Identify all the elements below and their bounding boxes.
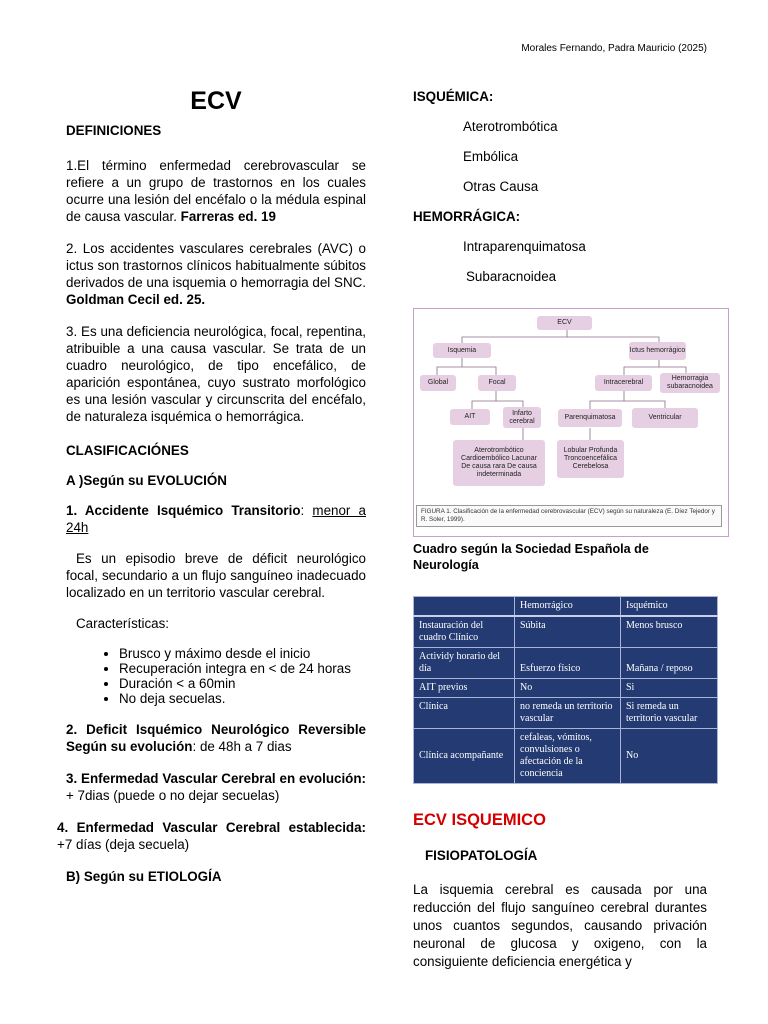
diagram-node-parenquimatosa: Parenquimatosa (558, 409, 622, 427)
table-cell: Mañana / reposo (621, 648, 718, 679)
table-cell: no remeda un territorio vascular (515, 698, 621, 729)
table-header-row (414, 597, 718, 617)
diagram-node-focal: Focal (478, 375, 516, 391)
table-cell: Esfuerzo físico (515, 648, 621, 679)
definition-3: 3. Es una deficiencia neurológica, focal, repentina, atribuible a una causa vascular. Se trata de un cuadro neurológico, de tipo encefálico, de aparición espontánea, cuyo sustrato morfológico es una lesión vascular y circunscrita del encéfalo, de naturaleza isquémica o hemorrágica. (66, 324, 366, 424)
diagram-node-ictus: Ictus hemorrágico (629, 342, 686, 360)
definition-2-text: 2. Los accidentes vasculares cerebrales (AVC) o ictus son trastornos clínicos habitualmente súbitos derivados de una isquemia o hemorragia del SNC. (66, 241, 366, 290)
clasificaciones-heading: CLASIFICACIÓNES (66, 443, 189, 458)
evolucion-heading: A )Según su EVOLUCIÓN (66, 473, 227, 488)
table-row (414, 729, 718, 784)
diagram-node-global: Global (420, 375, 456, 391)
right-column (413, 86, 715, 971)
definition-1-text: 1.El término enfermedad cerebrovascular se refiere a un grupo de trastornos en los cuales ocurre una lesión del encéfalo o la médula espinal de causa vascular. (66, 158, 366, 224)
table-cell: No (621, 729, 718, 784)
diagram-node-isquemia: Isquemia (433, 343, 491, 358)
list-item: • No deja secuelas. (119, 691, 366, 706)
table-cell: Si (621, 679, 718, 698)
item-3-rest: + 7dias (puede o no dejar secuelas) (66, 788, 280, 803)
table-row (414, 616, 718, 648)
ait-time: menor a 24h (66, 503, 366, 535)
hemorragica-item: Subaracnoidea (466, 269, 557, 284)
page-title: ECV (190, 87, 242, 115)
table-row (414, 679, 718, 698)
list-item: • Recuperación integra en < de 24 horas (119, 661, 366, 676)
diagram-node-ait: AIT (450, 409, 490, 425)
diagram-node-infarto-types: Aterotrombótico Cardioembólico Lacunar De causa rara De causa indeterminada (453, 440, 545, 486)
item-4-title: 4. Enfermedad Vascular Cerebral establecida: (57, 820, 366, 835)
table-header-cell (414, 597, 515, 617)
ait-title: 1. Accidente Isquémico Transitorio (66, 503, 301, 518)
list-item: • Brusco y máximo desde el inicio (119, 646, 366, 661)
diagram-node-parenquimatosa-types: Lobular Profunda Troncoencefálica Cerebelosa (557, 440, 624, 478)
table-cell: Si remeda un territorio vascular (621, 698, 718, 729)
table-cell: Instauración del cuadro Clínico (414, 616, 515, 648)
item-3 (66, 770, 366, 804)
table-cell: No (515, 679, 621, 698)
hemorragica-heading: HEMORRÁGICA: (413, 209, 521, 224)
table-cell: Súbita (515, 616, 621, 648)
definition-1-ref: Farreras ed. 19 (180, 209, 276, 224)
definition-1 (66, 157, 366, 225)
ait-description: Es un episodio breve de déficit neurológico focal, secundario a un flujo sanguíneo inadecuado localizado en un territorio vascular cerebral. (66, 551, 366, 600)
caracteristicas-list (66, 646, 366, 706)
diagram-title: Cuadro según la Sociedad Española de Neurología (413, 542, 649, 572)
diagram-node-hemorragia-subaracnoidea: Hemorragia subaracnoidea (660, 373, 720, 393)
item-3-title: 3. Enfermedad Vascular Cerebral en evolución: (66, 771, 366, 786)
fisiopatologia-heading: FISIOPATOLOGÍA (425, 848, 538, 863)
definiciones-heading: DEFINICIONES (66, 123, 162, 138)
isquemica-item: Otras Causa (463, 179, 539, 194)
item-4 (57, 819, 366, 853)
caracteristicas-label: Características: (76, 616, 170, 631)
definition-2 (66, 240, 366, 308)
item-2-rest: : de 48h a 7 dias (192, 739, 292, 754)
table-cell: AIT previos (414, 679, 515, 698)
comparison-table (413, 596, 718, 784)
isquemica-item: Aterotrombótica (463, 119, 558, 134)
table-cell: Actividy horario del día (414, 648, 515, 679)
diagram-node-ecv: ECV (537, 316, 592, 330)
table-header-cell: Hemorrágico (515, 597, 621, 617)
table-row (414, 698, 718, 729)
table-cell: cefaleas, vómitos, convulsiones o afectación de la conciencia (515, 729, 621, 784)
left-column (57, 86, 366, 885)
etiologia-heading: B) Según su ETIOLOGÍA (66, 869, 222, 884)
author-line: Morales Fernando, Padra Mauricio (2025) (521, 43, 707, 54)
item-4-rest: +7 días (deja secuela) (57, 837, 190, 852)
diagram-node-infarto: Infarto cerebral (503, 407, 541, 428)
hemorragica-item: Intraparenquimatosa (463, 239, 586, 254)
item-2-title: 2. Deficit Isquémico Neurológico Reversible Según su evolución (66, 722, 366, 754)
ait-heading (66, 502, 366, 536)
isquemica-item: Embólica (463, 149, 519, 164)
diagram-caption: FIGURA 1. Clasificación de la enfermedad cerebrovascular (ECV) según su naturaleza (E. Díez Tejedor y R. Soler, 1999). (416, 505, 722, 527)
list-item: • Duración < a 60min (119, 676, 366, 691)
table-row (414, 648, 718, 679)
fisiopatologia-text: La isquemia cerebral es causada por una reducción del flujo sanguíneo cerebral durantes unos cuantos segundos, causando privación neuronal de glucosa y oxigeno, con la consiguiente deficiencia energética y (413, 882, 707, 969)
diagram-node-intracerebral: Intracerebral (595, 375, 652, 391)
table-cell: Clínica (414, 698, 515, 729)
table-header-cell: Isquémico (621, 597, 718, 617)
table-cell: Menos brusco (621, 616, 718, 648)
definition-2-ref: Goldman Cecil ed. 25. (66, 292, 206, 307)
ait-colon: : (300, 503, 313, 518)
item-2 (66, 721, 366, 755)
ecv-isquemico-heading: ECV ISQUEMICO (413, 811, 546, 829)
table-cell: Clínica acompañante (414, 729, 515, 784)
diagram-node-ventricular: Ventricular (632, 408, 698, 428)
isquemica-heading: ISQUÉMICA: (413, 89, 494, 104)
ecv-classification-diagram (413, 308, 729, 537)
